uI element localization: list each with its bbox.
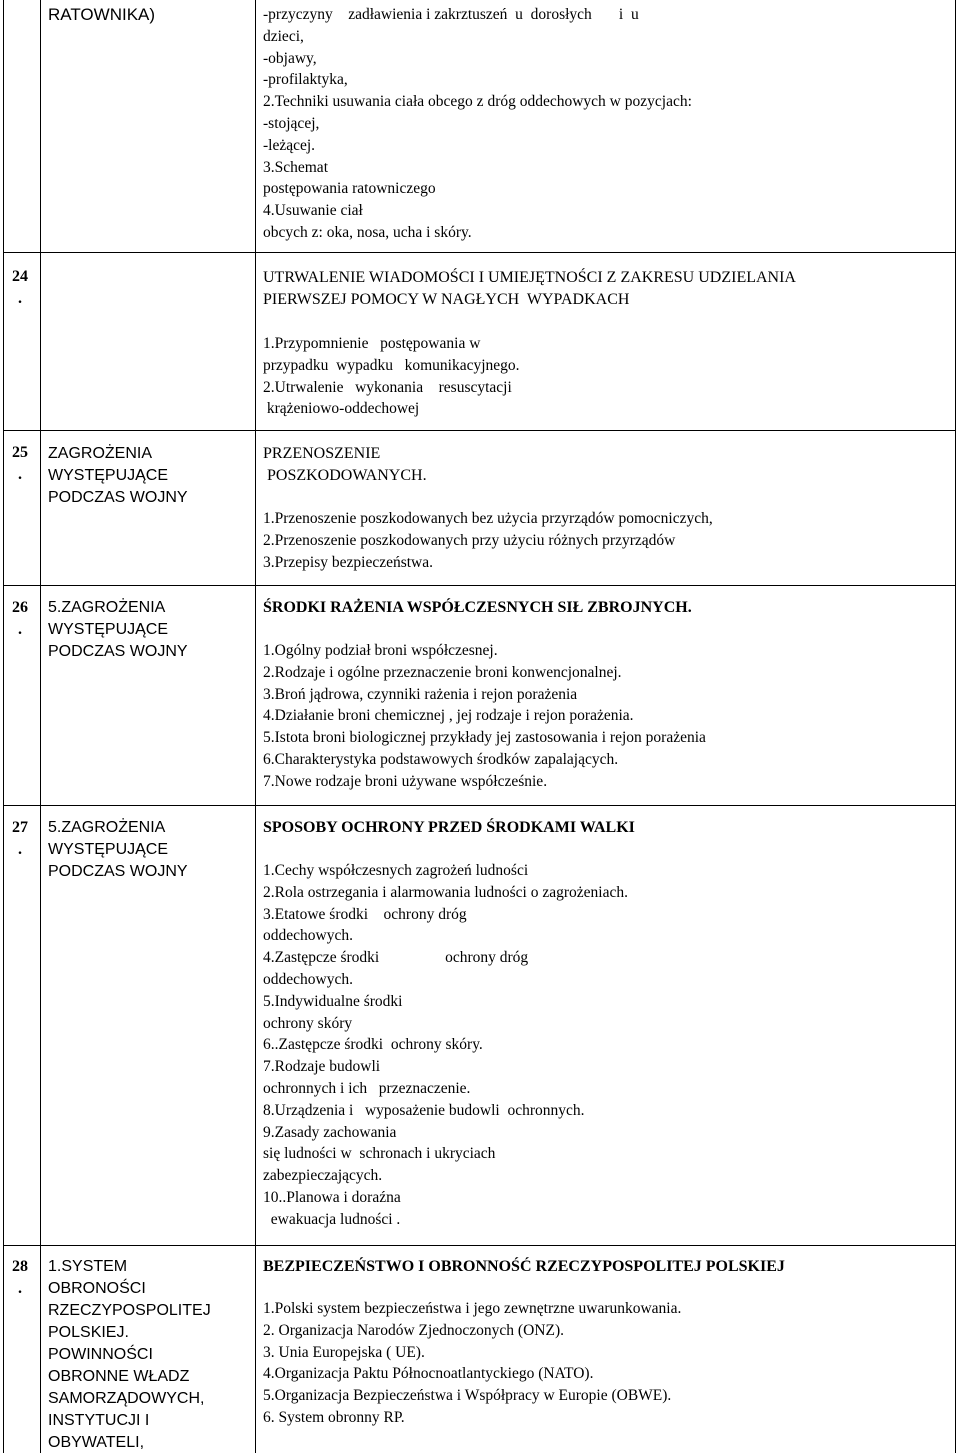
content-line: ochronnych i ich przeznaczenie. [263, 1079, 471, 1097]
content-line: 8.Urządzenia i wyposażenie budowli ochronnych. [263, 1101, 585, 1119]
section-heading: PRZENOSZENIE [263, 445, 381, 462]
content-line: oddechowych. [263, 927, 353, 945]
content-line: -profilaktyka, [263, 71, 348, 89]
row-separator [3, 252, 956, 253]
content-line: 2.Rola ostrzegania i alarmowania ludności o zagrożeniach. [263, 883, 628, 901]
content-line: zabezpieczających. [263, 1167, 383, 1185]
content-line: 4.Usuwanie ciał [263, 202, 363, 220]
content-line: ochrony skóry [263, 1014, 353, 1032]
content-line: 5.Istota broni biologicznej przykłady jej zastosowania i rejon porażenia [263, 729, 706, 747]
row28-number [8, 1256, 32, 1300]
content-line: 3.Broń jądrowa, czynniki rażenia i rejon porażenia [263, 685, 578, 703]
row-number-dot: . [18, 466, 22, 483]
topic-line: PODCZAS WOJNY [48, 489, 188, 506]
content-line: 1.Przypomnienie postępowania w [263, 335, 481, 352]
content-line: 3. Unia Europejska ( UE). [263, 1343, 425, 1361]
content-line: dzieci, [263, 27, 304, 45]
section-heading: ŚRODKI RAŻENIA WSPÓŁCZESNYCH SIŁ ZBROJNYCH. [263, 599, 692, 616]
topic-line: INSTYTUCJI I [48, 1412, 150, 1429]
topic-line: OBRONNE WŁADZ [48, 1368, 190, 1385]
table-divider-topic [255, 0, 256, 1453]
row27-items [263, 860, 953, 1231]
content-line: -objawy, [263, 49, 317, 67]
content-line: ewakuacja ludności . [263, 1210, 401, 1228]
topic-line: WYSTĘPUJĄCE [48, 621, 169, 638]
content-line: -przyczyny zadławienia i zakrztuszeń u dorosłych i u [263, 6, 639, 23]
content-line: 6..Zastępcze środki ochrony skóry. [263, 1036, 483, 1054]
content-line: 1.Polski system bezpieczeństwa i jego zewnętrzne uwarunkowania. [263, 1300, 682, 1317]
row28-topic [48, 1256, 248, 1454]
row26-items [263, 640, 953, 793]
row25-number [8, 442, 32, 486]
topic-line: WYSTĘPUJĄCE [48, 467, 169, 484]
row-number: 28 [12, 1258, 28, 1275]
topic-line: OBYWATELI, [48, 1434, 145, 1451]
topic-line: RATOWNIKA) [48, 5, 156, 24]
row26-content [263, 597, 953, 619]
content-line: oddechowych. [263, 970, 353, 988]
row23-topic [48, 4, 248, 26]
content-line: krążeniowo-oddechowej [263, 400, 420, 418]
content-line: 2.Przenoszenie poszkodowanych przy użyciu różnych przyrządów [263, 531, 676, 549]
topic-line: POLSKIEJ. [48, 1324, 129, 1341]
content-line: obcych z: oka, nosa, ucha i skóry. [263, 223, 472, 241]
content-line: 5.Indywidualne środki [263, 992, 403, 1010]
content-line: 2.Rodzaje i ogólne przeznaczenie broni konwencjonalnej. [263, 663, 622, 681]
row23-content [263, 4, 953, 244]
content-line: 9.Zasady zachowania [263, 1123, 397, 1141]
content-line: 4.Zastępcze środki ochrony dróg [263, 949, 529, 967]
row-separator [3, 805, 956, 806]
topic-line: 1.SYSTEM [48, 1258, 128, 1275]
row25-content [263, 443, 953, 487]
content-line: postępowania ratowniczego [263, 180, 436, 198]
content-line: 2. Organizacja Narodów Zjednoczonych (ONZ). [263, 1321, 564, 1339]
row-number: 24 [12, 268, 28, 285]
table-border-left [3, 0, 4, 1453]
row24-content [263, 267, 953, 311]
content-line: 5.Organizacja Bezpieczeństwa i Współpracy w Europie (OBWE). [263, 1387, 672, 1405]
row-number-dot: . [18, 841, 22, 858]
topic-line: POWINNOŚCI [48, 1346, 153, 1363]
row27-content [263, 817, 953, 839]
content-line: 1.Cechy współczesnych zagrożeń ludności [263, 862, 529, 879]
row26-number [8, 597, 32, 641]
content-line: -stojącej, [263, 114, 320, 132]
content-line: się ludności w schronach i ukryciach [263, 1145, 496, 1163]
section-heading: UTRWALENIE WIADOMOŚCI I UMIEJĘTNOŚCI Z ZAKRESU UDZIELANIA [263, 269, 796, 286]
row28-content [263, 1256, 953, 1278]
row-separator [3, 1245, 956, 1246]
row-number-dot: . [18, 1280, 22, 1297]
topic-line: RZECZYPOSPOLITEJ [48, 1302, 211, 1319]
topic-line: SAMORZĄDOWYCH, [48, 1390, 205, 1407]
topic-line: WYSTĘPUJĄCE [48, 841, 169, 858]
content-line: 7.Rodzaje budowli [263, 1058, 381, 1076]
section-heading: BEZPIECZEŃSTWO I OBRONNOŚĆ RZECZYPOSPOLITEJ POLSKIEJ [263, 1258, 785, 1275]
row25-items [263, 508, 953, 573]
row-separator [3, 430, 956, 431]
section-heading: PIERWSZEJ POMOCY W NAGŁYCH WYPADKACH [263, 290, 630, 308]
content-line: 6. System obronny RP. [263, 1408, 405, 1426]
row-number: 27 [12, 819, 28, 836]
content-line: 7.Nowe rodzaje broni używane współcześnie. [263, 772, 548, 790]
content-line: 2.Techniki usuwania ciała obcego z dróg oddechowych w pozycjach: [263, 93, 692, 111]
section-heading: POSZKODOWANYCH. [263, 466, 427, 484]
section-heading: SPOSOBY OCHRONY PRZED ŚRODKAMI WALKI [263, 819, 635, 836]
row27-topic [48, 817, 248, 883]
topic-line: PODCZAS WOJNY [48, 863, 188, 880]
table-border-right [955, 0, 956, 1453]
row28-items [263, 1298, 953, 1429]
content-line: 10..Planowa i doraźna [263, 1188, 401, 1206]
content-line: 1.Przenoszenie poszkodowanych bez użycia przyrządów pomocniczych, [263, 510, 713, 527]
row24-number [8, 266, 32, 310]
row-number-dot: . [18, 290, 22, 307]
table-divider-number [40, 0, 41, 1453]
topic-line: 5.ZAGROŻENIA [48, 819, 166, 836]
content-line: 3.Schemat [263, 158, 328, 176]
topic-line: PODCZAS WOJNY [48, 643, 188, 660]
content-line: 6.Charakterystyka podstawowych środków zapalających. [263, 750, 619, 768]
row-number: 26 [12, 599, 28, 616]
content-line: 1.Ogólny podział broni współczesnej. [263, 642, 498, 659]
content-line: 2.Utrwalenie wykonania resuscytacji [263, 378, 512, 396]
content-line: przypadku wypadku komunikacyjnego. [263, 356, 520, 374]
content-line: 3.Etatowe środki ochrony dróg [263, 905, 467, 923]
row27-number [8, 817, 32, 861]
content-line: 4.Działanie broni chemicznej , jej rodzaje i rejon porażenia. [263, 707, 634, 725]
topic-line: ZAGROŻENIA [48, 445, 153, 462]
row-number-dot: . [18, 621, 22, 638]
topic-line: 5.ZAGROŻENIA [48, 599, 166, 616]
row24-items [263, 333, 953, 420]
content-line: 4.Organizacja Paktu Północnoatlantyckiego (NATO). [263, 1365, 594, 1383]
row-number: 25 [12, 444, 28, 461]
row25-topic [48, 443, 248, 509]
content-line: 3.Przepisy bezpieczeństwa. [263, 553, 434, 571]
row-separator [3, 585, 956, 586]
topic-line: OBRONOŚCI [48, 1280, 146, 1297]
content-line: -leżącej. [263, 136, 316, 154]
row26-topic [48, 597, 248, 663]
